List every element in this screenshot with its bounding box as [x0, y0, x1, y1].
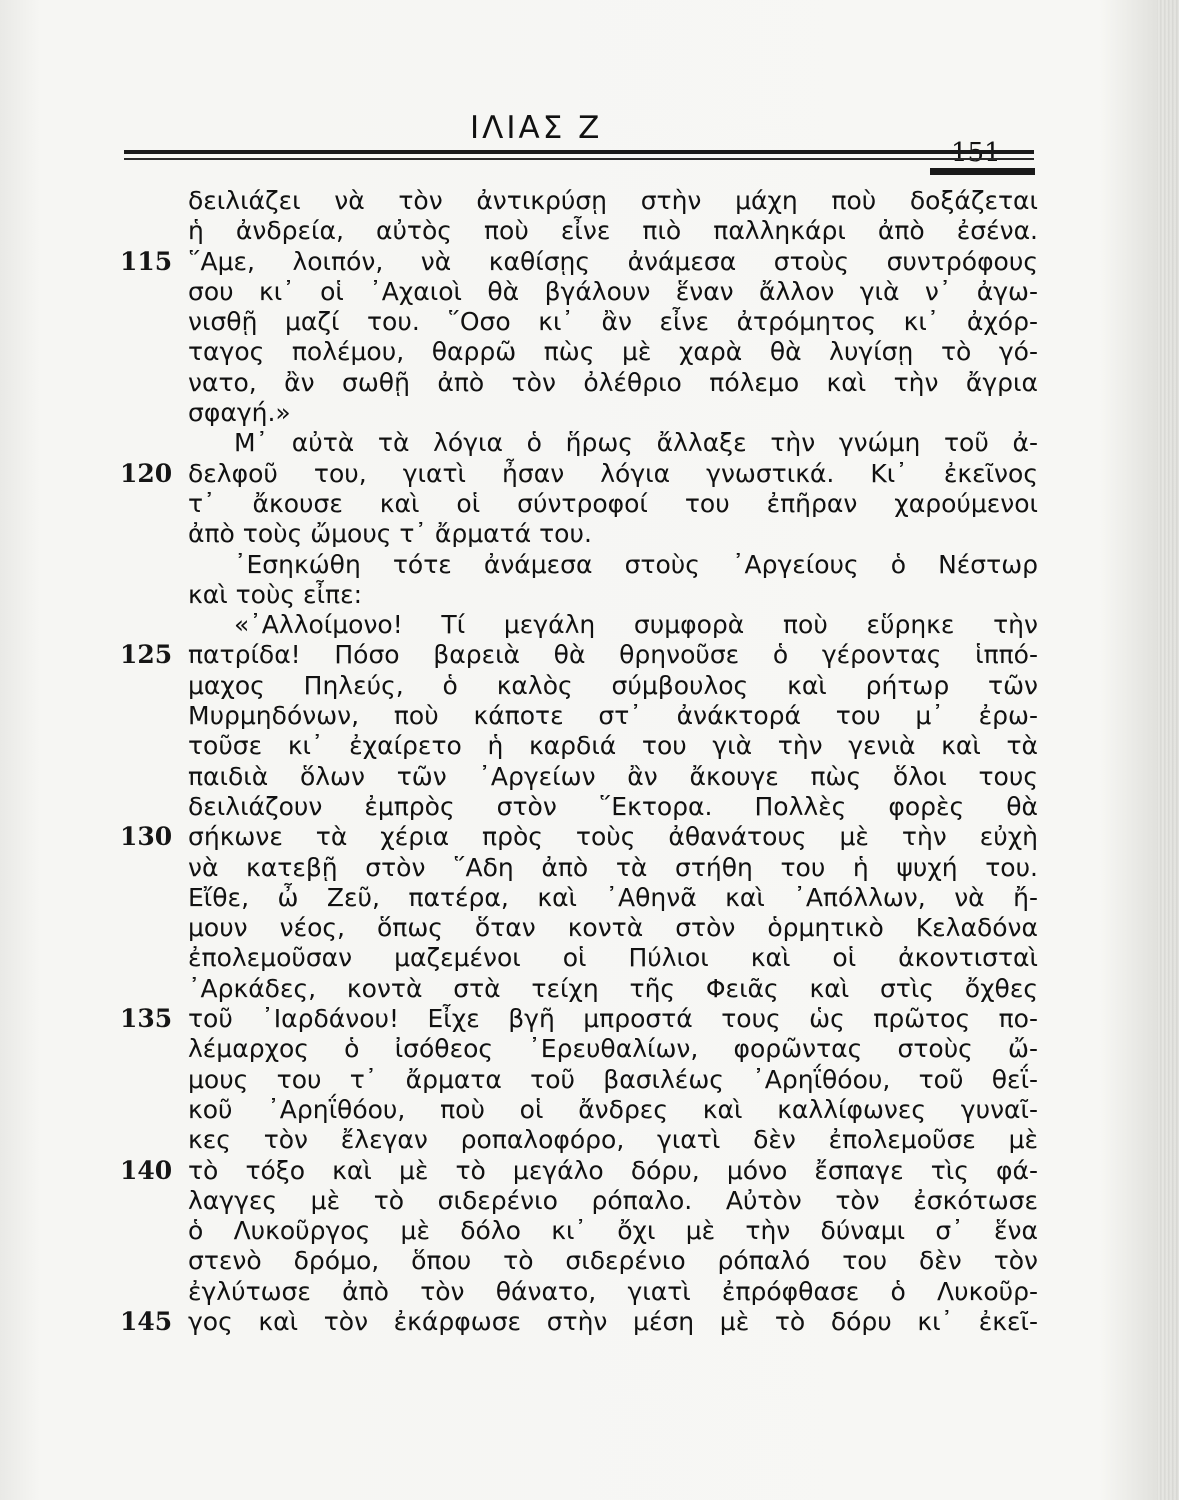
line-text: στενὸ δρόμο, ὅπου τὸ σιδερένιο ρόπαλό του δὲν τὸν: [188, 1246, 1038, 1276]
running-head-title: ΙΛΙΑΣ Ζ: [470, 110, 603, 146]
line-text: νατο, ἂν σωθῇ ἀπὸ τὸν ὀλέθριο πόλεμο καὶ τὴν ἄγρια: [188, 367, 1038, 397]
text-line: [188, 671, 1038, 701]
text-line: [188, 792, 1038, 822]
text-line: [188, 398, 1038, 428]
line-text: κες τὸν ἔλεγαν ροπαλοφόρο, γιατὶ δὲν ἐπολεμοῦσε μὲ: [188, 1125, 1038, 1155]
line-text: δειλιάζει νὰ τὸν ἀντικρύσῃ στὴν μάχη ποὺ δοξάζεται: [188, 186, 1038, 215]
text-line: [120, 1155, 1038, 1186]
line-text: Μ᾽ αὐτὰ τὰ λόγια ὁ ἥρως ἄλλαξε τὴν γνώμη τοῦ ἀ-: [234, 428, 1038, 458]
line-text: ἡ ἀνδρεία, αὐτὸς ποὺ εἶνε πιὸ παλληκάρι ἀπὸ ἐσένα.: [188, 216, 1038, 246]
page-edge: [1157, 0, 1179, 1500]
text-line: [188, 216, 1038, 246]
text-line: [120, 458, 1038, 489]
line-text: σφαγή.»: [188, 398, 291, 428]
line-text: «᾽Αλλοίμονο! Τί μεγάλη συμφορὰ ποὺ εὕρηκε τὴν: [234, 610, 1038, 640]
text-line: [188, 307, 1038, 337]
line-text: ταγος πολέμου, θαρρῶ πὼς μὲ χαρὰ θὰ λυγίσῃ τὸ γό-: [188, 337, 1038, 367]
line-text: ἐπολεμοῦσαν μαζεμένοι οἱ Πύλιοι καὶ οἱ ἀκοντισταὶ: [188, 943, 1038, 973]
line-text: καὶ τοὺς εἶπε:: [188, 579, 363, 609]
line-text: δελφοῦ του, γιατὶ ἦσαν λόγια γνωστικά. Κι᾽ ἐκεῖνος: [188, 458, 1038, 488]
text-line: [188, 883, 1038, 913]
text-line: [188, 580, 1038, 610]
line-text: ὁ Λυκοῦργος μὲ δόλο κι᾽ ὄχι μὲ τὴν δύναμι σ᾽ ἕνα: [188, 1216, 1038, 1246]
line-text: τοῦ ᾽Ιαρδάνου! Εἶχε βγῆ μπροστά τους ὡς πρῶτος πο-: [188, 1004, 1038, 1034]
line-number: 120: [120, 458, 173, 488]
text-line: [120, 1306, 1038, 1337]
text-line: [188, 1216, 1038, 1246]
line-text: σήκωνε τὰ χέρια πρὸς τοὺς ἀθανάτους μὲ τὴν εὐχὴ: [188, 822, 1038, 852]
text-line: [188, 1125, 1038, 1155]
text-line: [188, 1065, 1038, 1095]
line-number: 145: [120, 1306, 173, 1336]
line-text: μους του τ᾽ ἄρματα τοῦ βασιλέως ᾽Αρηΐθόου, τοῦ θεΐ-: [188, 1064, 1038, 1094]
header-rule-right: [930, 168, 1035, 175]
text-line: [188, 913, 1038, 943]
line-text: παιδιὰ ὅλων τῶν ᾽Αργείων ἂν ἄκουγε πὼς ὅλοι τους: [188, 761, 1038, 791]
text-line: [188, 186, 1038, 216]
body-text: [120, 186, 1038, 1337]
text-line: [188, 1095, 1038, 1125]
line-number: 130: [120, 822, 173, 852]
text-line: [188, 943, 1038, 973]
text-line: [120, 1004, 1038, 1034]
text-line: [188, 1034, 1038, 1064]
header-rule-thick: [124, 150, 1034, 154]
text-line: [188, 853, 1038, 883]
text-line: [188, 519, 1038, 549]
line-text: κοῦ ᾽Αρηΐθόου, ποὺ οἱ ἄνδρες καὶ καλλίφωνες γυναῖ-: [188, 1094, 1038, 1124]
line-text: ἀπὸ τοὺς ὤμους τ᾽ ἄρματά του.: [188, 519, 592, 549]
text-line: [188, 1246, 1038, 1276]
text-line: [188, 368, 1038, 398]
text-line: [188, 337, 1038, 367]
line-text: ᾽Αρκάδες, κοντὰ στὰ τείχη τῆς Φειᾶς καὶ στὶς ὄχθες: [188, 973, 1038, 1003]
line-text: ᾽Εσηκώθη τότε ἀνάμεσα στοὺς ᾽Αργείους ὁ Νέστωρ: [234, 549, 1038, 579]
text-line: [188, 701, 1038, 731]
line-text: τὸ τόξο καὶ μὲ τὸ μεγάλο δόρυ, μόνο ἔσπαγε τὶς φά-: [188, 1155, 1038, 1185]
line-text: γος καὶ τὸν ἐκάρφωσε στὴν μέση μὲ τὸ δόρυ κι᾽ ἐκεῖ-: [188, 1306, 1038, 1336]
line-number: 135: [120, 1004, 173, 1034]
text-line: [188, 762, 1038, 792]
line-text: νισθῇ μαζί του. ῞Οσο κι᾽ ἂν εἶνε ἀτρόμητος κι᾽ ἀχόρ-: [188, 307, 1038, 337]
line-text: νὰ κατεβῇ στὸν ῞Αδη ἀπὸ τὰ στήθη του ἡ ψυχή του.: [188, 852, 1038, 882]
line-text: πατρίδα! Πόσο βαρειὰ θὰ θρηνοῦσε ὁ γέροντας ἱππό-: [188, 640, 1038, 670]
text-line: [188, 1277, 1038, 1307]
text-line: [188, 428, 1038, 458]
line-text: μουν νέος, ὅπως ὅταν κοντὰ στὸν ὁρμητικὸ Κελαδόνα: [188, 913, 1038, 943]
line-number: 115: [120, 246, 173, 276]
text-line: [188, 277, 1038, 307]
text-line: [188, 489, 1038, 519]
line-text: Μυρμηδόνων, ποὺ κάποτε στ᾽ ἀνάκτορά του μ᾽ ἐρω-: [188, 701, 1038, 731]
line-text: τοῦσε κι᾽ ἐχαίρετο ἡ καρδιά του γιὰ τὴν γενιὰ καὶ τὰ: [188, 731, 1038, 761]
text-line: [188, 550, 1038, 580]
text-line: [120, 640, 1038, 670]
line-text: δειλιάζουν ἐμπρὸς στὸν ῞Εκτορα. Πολλὲς φορὲς θὰ: [188, 791, 1038, 821]
text-line: [188, 974, 1038, 1004]
line-text: σου κι᾽ οἱ ᾽Αχαιοὶ θὰ βγάλουν ἕναν ἄλλον γιὰ ν᾽ ἀγω-: [188, 276, 1038, 306]
line-text: ῞Αμε, λοιπόν, νὰ καθίσῃς ἀνάμεσα στοὺς συντρόφους: [188, 246, 1038, 276]
line-number: 125: [120, 640, 173, 670]
line-text: λαγγες μὲ τὸ σιδερένιο ρόπαλο. Αὐτὸν τὸν ἐσκότωσε: [188, 1185, 1038, 1215]
line-text: μαχος Πηλεύς, ὁ καλὸς σύμβουλος καὶ ρήτωρ τῶν: [188, 670, 1038, 700]
line-number: 140: [120, 1155, 173, 1185]
text-line: [188, 731, 1038, 761]
text-line: [188, 1186, 1038, 1216]
text-line: [120, 246, 1038, 277]
header-rule-thin: [124, 158, 1034, 160]
line-text: Εἴθε, ὦ Ζεῦ, πατέρα, καὶ ᾽Αθηνᾶ καὶ ᾽Απόλλων, νὰ ἤ-: [188, 882, 1038, 912]
line-text: τ᾽ ἄκουσε καὶ οἱ σύντροφοί του ἐπῆραν χαρούμενοι: [188, 488, 1038, 518]
line-text: ἐγλύτωσε ἀπὸ τὸν θάνατο, γιατὶ ἐπρόφθασε ὁ Λυκοῦρ-: [188, 1276, 1038, 1306]
text-line: [188, 610, 1038, 640]
text-line: [120, 822, 1038, 852]
line-text: λέμαρχος ὁ ἰσόθεος ᾽Ερευθαλίων, φορῶντας στοὺς ὤ-: [188, 1034, 1038, 1064]
